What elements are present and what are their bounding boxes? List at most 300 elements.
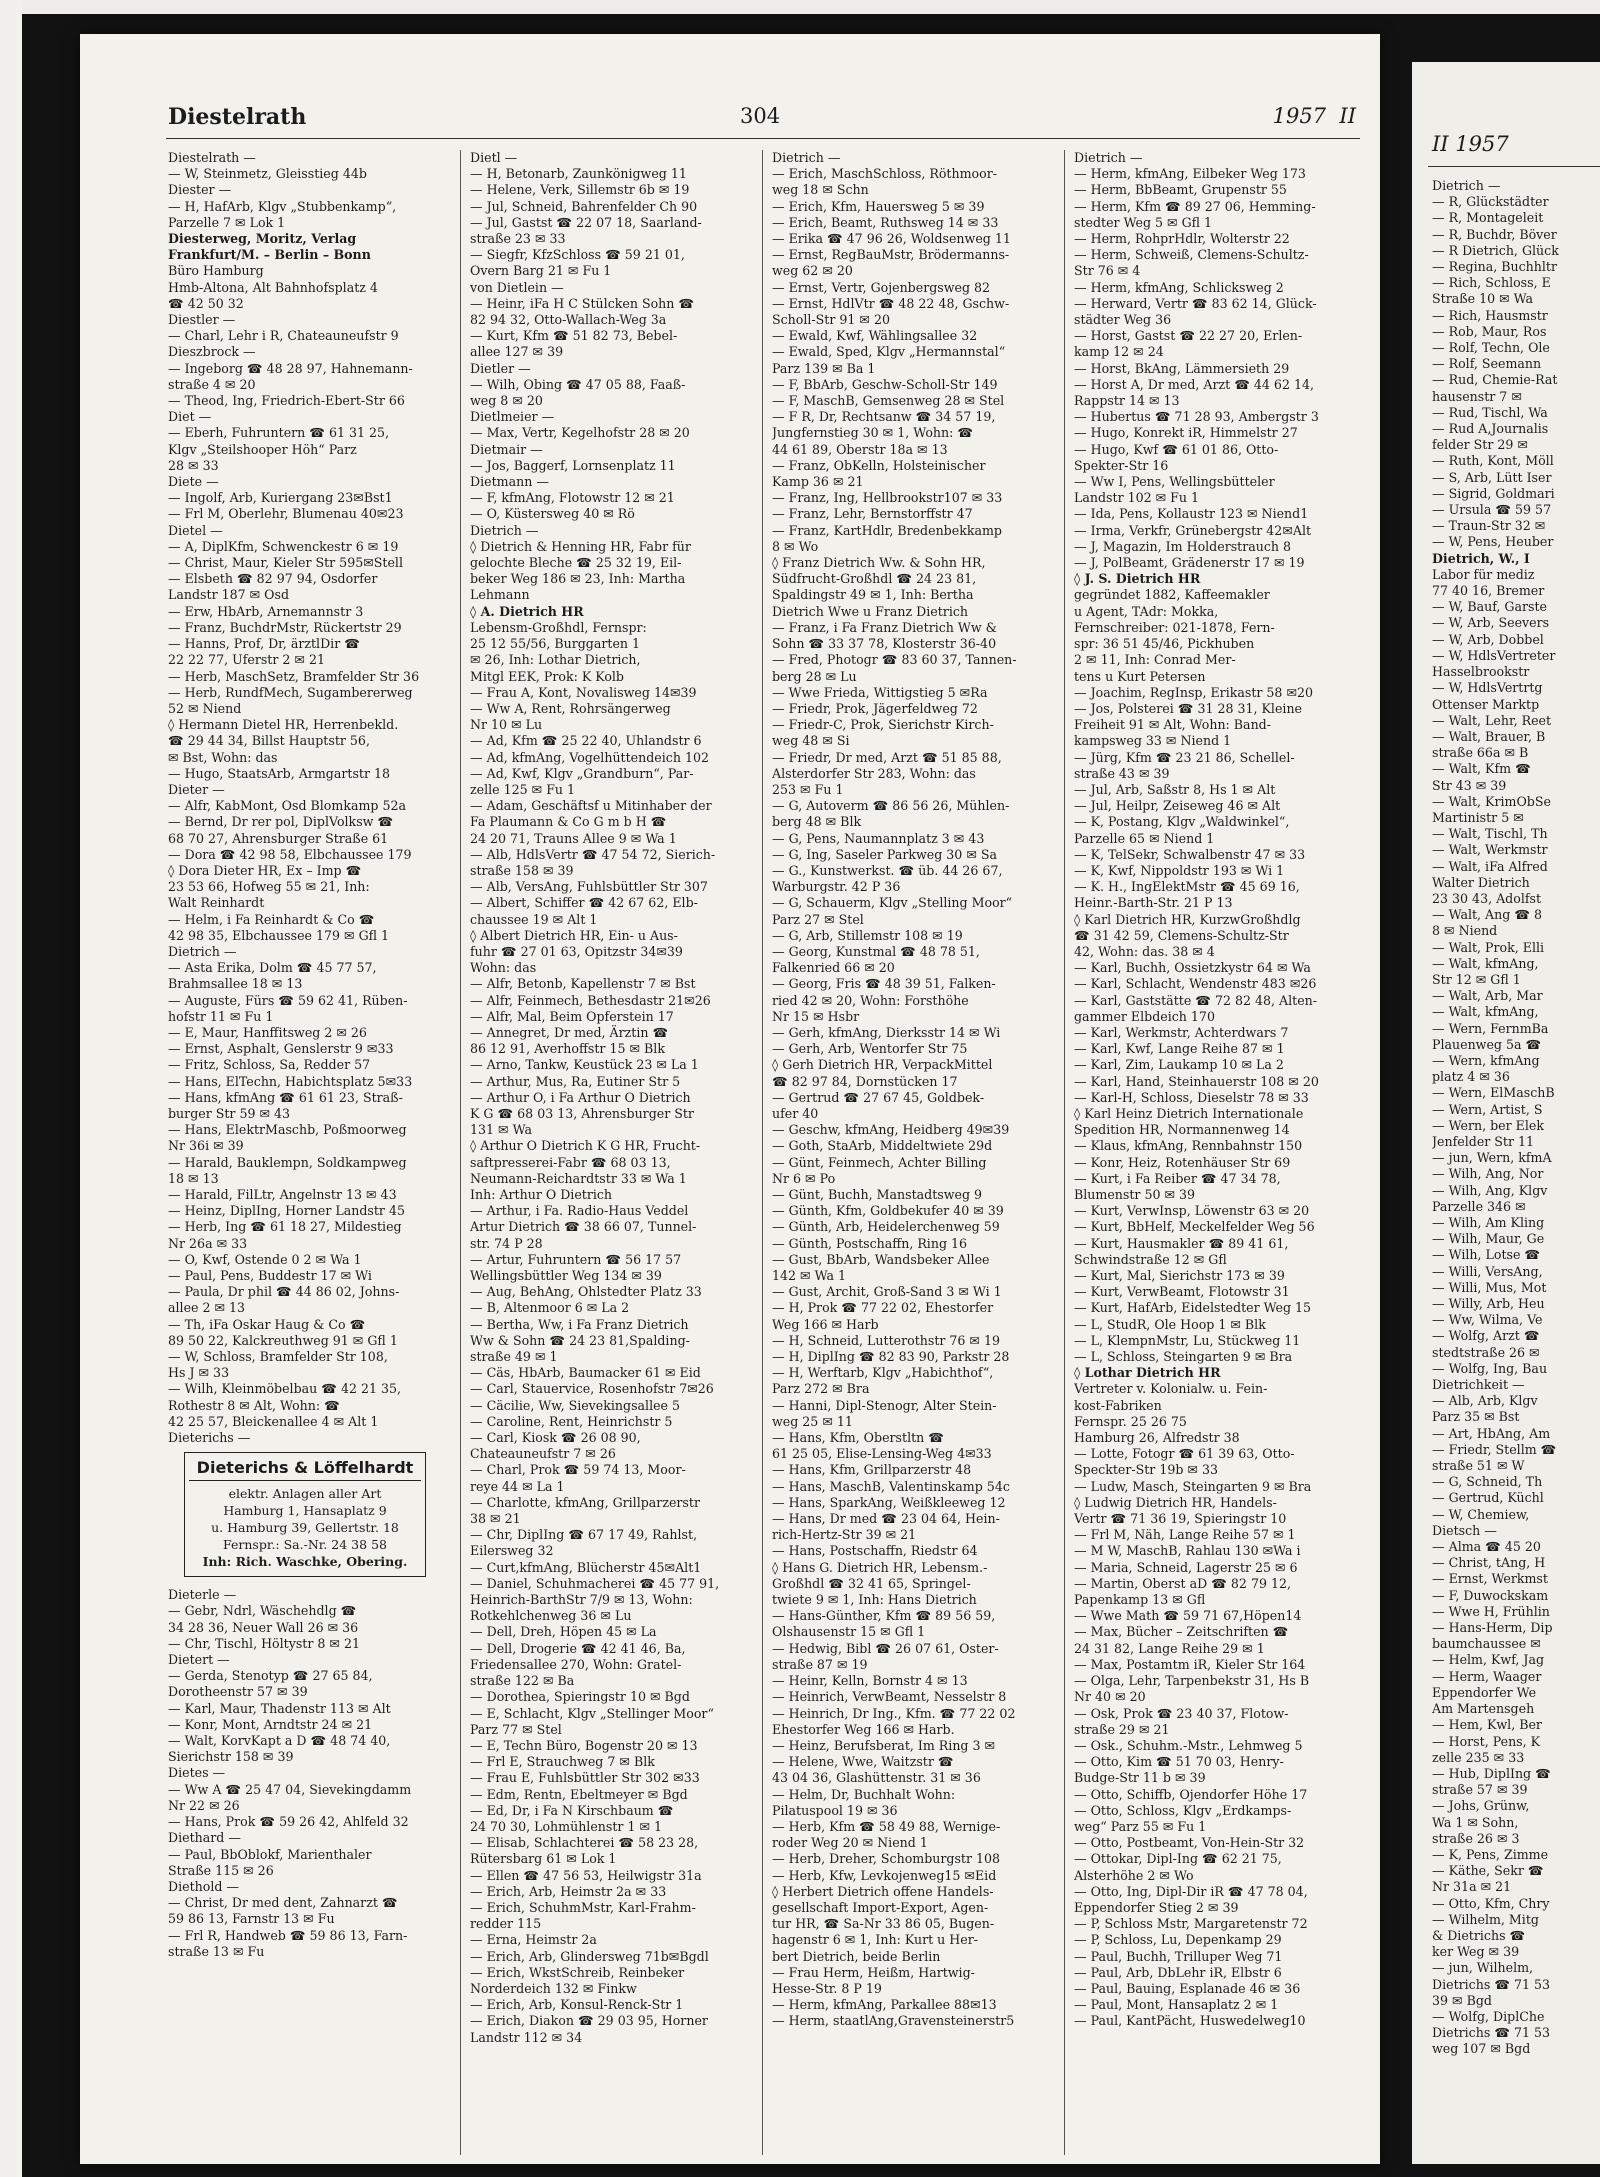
directory-entry-line: — Rich, Schloss, E xyxy=(1432,275,1551,291)
directory-entry-line: — Fritz, Schloss, Sa, Redder 57 xyxy=(168,1057,371,1073)
directory-entry-line: — Herm, staatlAng,Gravensteinerstr5 xyxy=(772,2013,1015,2029)
directory-entry-line: — Franz, KartHdlr, Bredenbekkamp xyxy=(772,522,1002,538)
directory-entry-line: Freiheit 91 ✉ Alt, Wohn: Band- xyxy=(1074,717,1271,733)
directory-entry-line: Parz 272 ✉ Bra xyxy=(772,1381,870,1397)
directory-entry-line: — Chr, Tischl, Höltystr 8 ✉ 21 xyxy=(168,1635,360,1651)
directory-entry-line: — Gertrud ☎ 27 67 45, Goldbek- xyxy=(772,1089,985,1105)
directory-entry-line: Str 76 ✉ 4 xyxy=(1074,263,1141,279)
directory-entry-line: Rütersbarg 61 ✉ Lok 1 xyxy=(470,1851,617,1867)
directory-entry-line: — K, Postang, Klgv „Waldwinkel“, xyxy=(1074,814,1290,830)
directory-entry-line: — G, Schneid, Th xyxy=(1432,1474,1543,1490)
directory-entry-line: kost-Fabriken xyxy=(1074,1397,1162,1413)
directory-entry-line: — Kurt, VerwBeamt, Flotowstr 31 xyxy=(1074,1284,1290,1300)
directory-entry-line: 86 12 91, Averhoffstr 15 ✉ Blk xyxy=(470,1041,665,1057)
directory-entry-line: — Harald, Bauklempn, Soldkampweg xyxy=(168,1154,407,1170)
directory-entry-line: — Arthur, Mus, Ra, Eutiner Str 5 xyxy=(470,1073,681,1089)
directory-entry-line: — Gerh, Arb, Wentorfer Str 75 xyxy=(772,1041,968,1057)
directory-entry-line: — Erich, MaschSchloss, Röthmoor- xyxy=(772,166,997,182)
directory-entry-line: — Max, Bücher – Zeitschriften ☎ xyxy=(1074,1624,1289,1640)
directory-entry-line: straße 51 ✉ W xyxy=(1432,1458,1525,1474)
directory-entry-line: — Erich, WkstSchreib, Reinbeker xyxy=(470,1964,685,1980)
directory-entry-line: — W, Pens, Heuber xyxy=(1432,534,1554,550)
directory-entry-line: berg 48 ✉ Blk xyxy=(772,814,862,830)
directory-entry-line: chaussee 19 ✉ Alt 1 xyxy=(470,911,598,927)
directory-entry-line: — Hans, Prok ☎ 59 26 42, Ahlfeld 32 xyxy=(168,1814,409,1830)
directory-entry-line: — Hans, Postschaffn, Riedstr 64 xyxy=(772,1543,978,1559)
directory-entry-line: — Traun-Str 32 ✉ xyxy=(1432,518,1546,534)
directory-entry-line: — Fred, Photogr ☎ 83 60 37, Tannen- xyxy=(772,652,1017,668)
directory-entry-line: Diethold — xyxy=(168,1878,240,1894)
directory-entry-line: — Walt, iFa Alfred xyxy=(1432,858,1548,874)
directory-entry-line: — Wwe Frieda, Wittigstieg 5 ✉Ra xyxy=(772,684,988,700)
directory-entry-line: weg 107 ✉ Bgd xyxy=(1432,2041,1531,2057)
directory-entry-line: — Ww, Wilma, Ve xyxy=(1432,1312,1543,1328)
directory-entry-line: — Dell, Drogerie ☎ 42 41 46, Ba, xyxy=(470,1640,686,1656)
directory-entry-line: felder Str 29 ✉ xyxy=(1432,437,1528,453)
directory-entry-line: — F R, Dr, Rechtsanw ☎ 34 57 19, xyxy=(772,409,996,425)
directory-entry-line: — Christ, Dr med dent, Zahnarzt ☎ xyxy=(168,1895,398,1911)
directory-entry-line: Ww & Sohn ☎ 24 23 81,Spalding- xyxy=(470,1332,690,1348)
directory-entry-line: — Jul, Gastst ☎ 22 07 18, Saarland- xyxy=(470,214,702,230)
directory-entry-line: — Paul, Arb, DbLehr iR, Elbstr 6 xyxy=(1074,1964,1282,1980)
directory-entry-line: — Helene, Verk, Sillemstr 6b ✉ 19 xyxy=(470,182,690,198)
directory-entry-line: Dietlmeier — xyxy=(470,409,555,425)
directory-entry-line: hofstr 11 ✉ Fu 1 xyxy=(168,1008,274,1024)
directory-entry-line: Dietert — xyxy=(168,1652,230,1668)
directory-entry-line: Spaldingstr 49 ✉ 1, Inh: Bertha xyxy=(772,587,974,603)
directory-entry-line: weg 62 ✉ 20 xyxy=(772,263,853,279)
directory-entry-line: 8 ✉ Niend xyxy=(1432,923,1498,939)
directory-entry-line: gegründet 1882, Kaffeemakler xyxy=(1074,587,1270,603)
directory-entry-line: ◊ Karl Heinz Dietrich Internationale xyxy=(1074,1105,1304,1121)
directory-entry-line: Fernschreiber: 021-1878, Fern- xyxy=(1074,619,1275,635)
directory-entry-line: Falkenried 66 ✉ 20 xyxy=(772,960,895,976)
ad-line: Fernspr.: Sa.-Nr. 24 38 58 xyxy=(223,1537,387,1553)
directory-entry-line: ◊ Albert Dietrich HR, Ein- u Aus- xyxy=(470,927,678,943)
directory-entry-line: ✉ Bst, Wohn: das xyxy=(168,749,278,765)
directory-entry-line: Dorotheenstr 57 ✉ 39 xyxy=(168,1684,308,1700)
directory-entry-line: — Art, HbAng, Am xyxy=(1432,1425,1551,1441)
directory-entry-line: — L, Schloss, Steingarten 9 ✉ Bra xyxy=(1074,1349,1293,1365)
directory-entry-line: — E, Maur, Hanffitsweg 2 ✉ 26 xyxy=(168,1024,367,1040)
directory-entry-line: ufer 40 xyxy=(772,1105,819,1121)
directory-entry-line: Heinrich-BarthStr 7/9 ✉ 13, Wohn: xyxy=(470,1592,693,1608)
directory-entry-line: — Ruth, Kont, Möll xyxy=(1432,453,1554,469)
directory-entry-line: — F, kfmAng, Flotowstr 12 ✉ 21 xyxy=(470,490,675,506)
directory-entry-line: saftpresserei-Fabr ☎ 68 03 13, xyxy=(470,1154,671,1170)
directory-entry-line: — Günth, Arb, Heidelerchenweg 59 xyxy=(772,1219,1000,1235)
directory-entry-line: Nr 26a ✉ 33 xyxy=(168,1235,248,1251)
directory-entry-line: — Frl E, Strauchweg 7 ✉ Blk xyxy=(470,1754,655,1770)
directory-entry-line: — Ad, Kfm ☎ 25 22 40, Uhlandstr 6 xyxy=(470,733,702,749)
directory-entry-line: Chateauneufstr 7 ✉ 26 xyxy=(470,1446,616,1462)
ad-line: u. Hamburg 39, Gellertstr. 18 xyxy=(211,1520,399,1536)
directory-entry-line: — A, DiplKfm, Schwenckestr 6 ✉ 19 xyxy=(168,538,399,554)
directory-entry-line: — Herb, Dreher, Schomburgstr 108 xyxy=(772,1851,1001,1867)
directory-entry-line: — Herm, BbBeamt, Grupenstr 55 xyxy=(1074,182,1287,198)
directory-entry-line: 28 ✉ 33 xyxy=(168,457,219,473)
column-separator xyxy=(762,150,763,2155)
directory-entry-line: — Gust, BbArb, Wandsbeker Allee xyxy=(772,1251,990,1267)
directory-entry-line: 43 04 36, Glashüttenstr. 31 ✉ 36 xyxy=(772,1770,981,1786)
directory-entry-line: — Otto, Kim ☎ 51 70 03, Henry- xyxy=(1074,1754,1284,1770)
directory-entry-line: — Hugo, Konrekt iR, Himmelstr 27 xyxy=(1074,425,1298,441)
directory-entry-line: — Ingeborg ☎ 48 28 97, Hahnemann- xyxy=(168,360,413,376)
directory-entry-line: — Konr, Mont, Arndtstr 24 ✉ 21 xyxy=(168,1716,373,1732)
directory-entry-line: straße 29 ✉ 21 xyxy=(1074,1721,1170,1737)
directory-entry-line: straße 158 ✉ 39 xyxy=(470,862,574,878)
directory-entry-line: Nr 10 ✉ Lu xyxy=(470,717,543,733)
directory-entry-line: — Hans, ElektrMaschb, Poßmoorweg xyxy=(168,1122,407,1138)
directory-entry-line: — Hans, Kfm, Grillparzerstr 48 xyxy=(772,1462,972,1478)
directory-entry-line: — Herward, Vertr ☎ 83 62 14, Glück- xyxy=(1074,295,1317,311)
directory-entry-line: — Otto, Postbeamt, Von-Hein-Str 32 xyxy=(1074,1835,1305,1851)
directory-entry-line: — Heinrich, VerwBeamt, Nesselstr 8 xyxy=(772,1689,1007,1705)
directory-entry-line: 253 ✉ Fu 1 xyxy=(772,781,844,797)
directory-entry-line: zelle 235 ✉ 33 xyxy=(1432,1749,1525,1765)
directory-entry-line: Diestler — xyxy=(168,312,236,328)
directory-entry-line: Friedensallee 270, Wohn: Gratel- xyxy=(470,1656,682,1672)
directory-entry-line: — Wilh, Ang, Klgv xyxy=(1432,1182,1548,1198)
directory-entry-line: Scholl-Str 91 ✉ 20 xyxy=(772,312,891,328)
directory-entry-line: — Rolf, Techn, Ole xyxy=(1432,340,1550,356)
directory-entry-line: Wohn: das xyxy=(470,960,537,976)
directory-entry-line: — O, Kwf, Ostende 0 2 ✉ Wa 1 xyxy=(168,1251,362,1267)
directory-entry-line: — Erika ☎ 47 96 26, Woldsenweg 11 xyxy=(772,231,1011,247)
directory-entry-line: — G, Autoverm ☎ 86 56 26, Mühlen- xyxy=(772,798,1010,814)
directory-entry-line: Kamp 36 ✉ 21 xyxy=(772,474,864,490)
directory-entry-line: Martinistr 5 ✉ xyxy=(1432,809,1524,825)
directory-entry-line: 61 25 05, Elise-Lensing-Weg 4✉33 xyxy=(772,1446,992,1462)
directory-entry-line: 59 86 13, Farnstr 13 ✉ Fu xyxy=(168,1911,335,1927)
directory-entry-line: — Ernst, Asphalt, Genslerstr 9 ✉33 xyxy=(168,1041,394,1057)
directory-entry-line: — Artur, Fuhruntern ☎ 56 17 57 xyxy=(470,1251,682,1267)
directory-entry-line: — G, Schauerm, Klgv „Stelling Moor“ xyxy=(772,895,1013,911)
directory-entry-line: — Irma, Verkfr, Grünebergstr 42✉Alt xyxy=(1074,522,1312,538)
directory-entry-line: — Friedr, Dr med, Arzt ☎ 51 85 88, xyxy=(772,749,1002,765)
directory-entry-line: Neumann-Reichardtstr 33 ✉ Wa 1 xyxy=(470,1170,687,1186)
directory-entry-line: — Hanni, Dipl-Stenogr, Alter Stein- xyxy=(772,1397,997,1413)
directory-entry-line: — Walt, Lehr, Reet xyxy=(1432,712,1552,728)
directory-entry-line: spr: 36 51 45/46, Pickhuben xyxy=(1074,636,1255,652)
directory-entry-line: Dietl — xyxy=(470,150,518,165)
directory-entry-line: — L, KlempnMstr, Lu, Stückweg 11 xyxy=(1074,1332,1301,1348)
directory-entry-line: gammer Elbdeich 170 xyxy=(1074,1008,1215,1024)
directory-entry-line: — Frl M, Oberlehr, Blumenau 40✉23 xyxy=(168,506,404,522)
directory-entry-line: ◊ Karl Dietrich HR, KurzwGroßhdlg xyxy=(1074,911,1301,927)
directory-entry-line: — Dora ☎ 42 98 58, Elbchaussee 179 xyxy=(168,846,412,862)
directory-entry-line: redder 115 xyxy=(470,1916,542,1932)
directory-entry-line: — Herb, RundfMech, Sugambererweg xyxy=(168,684,413,700)
directory-entry-line: — G, Pens, Naumannplatz 3 ✉ 43 xyxy=(772,830,985,846)
directory-entry-line: 42 98 35, Elbchaussee 179 ✉ Gfl 1 xyxy=(168,927,390,943)
directory-entry-line: — Cäs, HbArb, Baumacker 61 ✉ Eid xyxy=(470,1365,701,1381)
directory-entry-line: Eppendorfer Stieg 2 ✉ 39 xyxy=(1074,1899,1239,1915)
directory-entry-line: Weg 166 ✉ Harb xyxy=(772,1316,879,1332)
directory-entry-line: Speckter-Str 19b ✉ 33 xyxy=(1074,1462,1218,1478)
directory-entry-line: — Erich, Arb, Glindersweg 71b✉Bgdl xyxy=(470,1948,709,1964)
adjacent-page-header: II 1957 xyxy=(1432,132,1509,156)
directory-entry-line: — Hans, kfmAng ☎ 61 61 23, Straß- xyxy=(168,1089,403,1105)
directory-entry-line: — Albert, Schiffer ☎ 42 67 62, Elb- xyxy=(470,895,698,911)
directory-entry-line: — jun, Wern, kfmA xyxy=(1432,1150,1552,1166)
directory-entry-line: — G, Arb, Stillemstr 108 ✉ 19 xyxy=(772,927,963,943)
directory-entry-line: — Christ, Maur, Kieler Str 595✉Stell xyxy=(168,555,403,571)
directory-entry-line: — Paul, Buchh, Trilluper Weg 71 xyxy=(1074,1948,1283,1964)
directory-entry-line: — Hans, SparkAng, Weißkleeweg 12 xyxy=(772,1494,1006,1510)
directory-entry-line: Olshausenstr 15 ✉ Gfl 1 xyxy=(772,1624,926,1640)
directory-entry-line: Nr 40 ✉ 20 xyxy=(1074,1689,1146,1705)
directory-entry-line: — Wilh, Am Kling xyxy=(1432,1215,1545,1230)
directory-entry-line: ◊ Dietrich & Henning HR, Fabr für xyxy=(470,538,691,554)
directory-entry-line: Brahmsallee 18 ✉ 13 xyxy=(168,976,303,992)
directory-entry-line: Dietmair — xyxy=(470,441,543,457)
directory-entry-line: Dietrich — xyxy=(470,522,539,538)
directory-entry-line: — Karl, Maur, Thadenstr 113 ✉ Alt xyxy=(168,1700,391,1716)
directory-entry-line: Papenkamp 13 ✉ Gfl xyxy=(1074,1592,1206,1608)
advertisement-box xyxy=(184,1452,426,1577)
directory-entry-line: — Paula, Dr phil ☎ 44 86 02, Johns- xyxy=(168,1284,400,1300)
directory-entry-line: ☎ 42 50 32 xyxy=(168,295,244,311)
directory-entry-line: — Ingolf, Arb, Kuriergang 23✉Bst1 xyxy=(168,490,393,506)
directory-entry-line: — L, StudR, Ole Hoop 1 ✉ Blk xyxy=(1074,1316,1266,1332)
directory-entry-line: — Martin, Oberst aD ☎ 82 79 12, xyxy=(1074,1575,1291,1591)
directory-entry-line: straße 57 ✉ 39 xyxy=(1432,1782,1528,1798)
directory-entry-line: — Horst A, Dr med, Arzt ☎ 44 62 14, xyxy=(1074,376,1314,392)
directory-entry-line: ker Weg ✉ 39 xyxy=(1432,1944,1520,1960)
directory-entry-line: — Willi, Mus, Mot xyxy=(1432,1279,1547,1295)
directory-entry-line: Lehmann xyxy=(470,587,530,603)
directory-entry-line: — Curt,kfmAng, Blücherstr 45✉Alt1 xyxy=(470,1559,702,1575)
directory-entry-line: Eppendorfer We xyxy=(1432,1684,1537,1700)
directory-entry-line: — Georg, Fris ☎ 48 39 51, Falken- xyxy=(772,976,996,992)
directory-entry-line: straße 4 ✉ 20 xyxy=(168,376,256,392)
column-3 xyxy=(772,150,1044,2155)
directory-entry-line: Alsterhöhe 2 ✉ Wo xyxy=(1074,1867,1194,1883)
directory-entry-line: — Walt, Kfm ☎ xyxy=(1432,761,1531,777)
directory-entry-line: Dietrich — xyxy=(772,150,841,165)
directory-entry-line: — Rud, Chemie-Rat xyxy=(1432,372,1558,388)
directory-entry-line: — Karl, Schlacht, Wendenstr 483 ✉26 xyxy=(1074,976,1317,992)
directory-entry-line: Südfrucht-Großhdl ☎ 24 23 81, xyxy=(772,571,977,587)
directory-entry-line: — Ad, kfmAng, Vogelhüttendeich 102 xyxy=(470,749,709,765)
directory-entry-line: — Wilh, Obing ☎ 47 05 88, Faaß- xyxy=(470,376,686,392)
directory-entry-line: — Rolf, Seemann xyxy=(1432,356,1542,372)
directory-entry-line: Dieterichs — xyxy=(168,1430,251,1446)
directory-entry-line: tur HR, ☎ Sa-Nr 33 86 05, Bugen- xyxy=(772,1916,995,1932)
directory-entry-line: — Herm, kfmAng, Eilbeker Weg 173 xyxy=(1074,166,1306,182)
directory-entry-line: straße 66a ✉ B xyxy=(1432,745,1529,761)
directory-entry-line: ◊ Gerh Dietrich HR, VerpackMittel xyxy=(772,1057,993,1073)
directory-entry-line: weg 25 ✉ 11 xyxy=(772,1413,853,1429)
directory-entry-line: Dietrich — xyxy=(1432,178,1501,193)
directory-entry-line: — Erich, Arb, Konsul-Renck-Str 1 xyxy=(470,1997,684,2013)
directory-entry-line: Parz 139 ✉ Ba 1 xyxy=(772,360,876,376)
directory-entry-line: — Otto, Schloss, Klgv „Erdkamps- xyxy=(1074,1802,1292,1818)
directory-entry-line: — Franz, BuchdrMstr, Rückertstr 29 xyxy=(168,619,402,635)
background-strip-left xyxy=(0,0,22,2177)
directory-entry-line: — Wolfg, DiplChe xyxy=(1432,2008,1545,2024)
directory-entry-line: 89 50 22, Kalckreuthweg 91 ✉ Gfl 1 xyxy=(168,1332,398,1348)
directory-entry-line: — Daniel, Schuhmacherei ☎ 45 77 91, xyxy=(470,1575,720,1591)
directory-entry-line: Overn Barg 21 ✉ Fu 1 xyxy=(470,263,612,279)
directory-entry-line: — O, Küstersweg 40 ✉ Rö xyxy=(470,506,635,522)
column-1-entries-continued xyxy=(168,1587,440,1960)
directory-entry-line: straße 26 ✉ 3 xyxy=(1432,1830,1520,1846)
directory-entry-line: — Karl, Buchh, Ossietzkystr 64 ✉ Wa xyxy=(1074,960,1311,976)
directory-entry-line: — W, Bauf, Garste xyxy=(1432,599,1548,615)
directory-entry-line: 23 30 43, Adolfst xyxy=(1432,890,1542,906)
directory-entry-line: — Wern, FernmBa xyxy=(1432,1020,1549,1036)
header-rule xyxy=(166,138,1360,139)
directory-entry-line: — Herb, Kfm ☎ 58 49 88, Wernige- xyxy=(772,1818,1001,1834)
column-separator xyxy=(1064,150,1065,2155)
directory-entry-line: ◊ J. S. Dietrich HR xyxy=(1074,571,1201,587)
directory-entry-line: — Regina, Buchhltr xyxy=(1432,259,1557,275)
directory-entry-line: Rothestr 8 ✉ Alt, Wohn: ☎ xyxy=(168,1397,340,1413)
volume-text: II xyxy=(1339,104,1356,128)
directory-entry-line: — Horst, Gastst ☎ 22 27 20, Erlen- xyxy=(1074,328,1303,344)
directory-entry-line: — Walt, Arb, Mar xyxy=(1432,988,1543,1004)
directory-entry-line: Dietrich — xyxy=(1074,150,1143,165)
directory-entry-line: — Walt, Brauer, B xyxy=(1432,728,1546,744)
background-strip-top xyxy=(0,0,1600,14)
directory-entry-line: straße 23 ✉ 33 xyxy=(470,231,566,247)
directory-entry-line: — H, HafArb, Klgv „Stubbenkamp“, xyxy=(168,198,397,214)
directory-entry-line: — W, Chemiew, xyxy=(1432,1506,1530,1522)
directory-entry-line: Nr 22 ✉ 26 xyxy=(168,1797,240,1813)
directory-entry-line: — Günt, Buchh, Manstadtsweg 9 xyxy=(772,1187,983,1202)
directory-entry-line: Dietmann — xyxy=(470,474,549,490)
directory-entry-line: — Günth, Kfm, Goldbekufer 40 ✉ 39 xyxy=(772,1203,1004,1219)
directory-entry-line: Plauenweg 5a ☎ xyxy=(1432,1036,1542,1052)
directory-entry-line: — Jul, Schneid, Bahrenfelder Ch 90 xyxy=(470,198,698,214)
directory-entry-line: Büro Hamburg xyxy=(168,263,264,279)
directory-entry-line: — Rob, Maur, Ros xyxy=(1432,323,1547,339)
directory-entry-line: Frankfurt/M. – Berlin – Bonn xyxy=(168,247,371,263)
directory-entry-line: — Helm, i Fa Reinhardt & Co ☎ xyxy=(168,911,375,927)
directory-entry-line: — Wilh, Kleinmöbelbau ☎ 42 21 35, xyxy=(168,1381,402,1397)
directory-entry-line: — Alb, Arb, Klgv xyxy=(1432,1393,1538,1409)
directory-entry-line: — Bernd, Dr rer pol, DiplVolksw ☎ xyxy=(168,814,394,830)
directory-entry-line: — Günt, Feinmech, Achter Billing xyxy=(772,1154,987,1170)
page-year xyxy=(1273,104,1356,128)
directory-entry-line: — Günth, Postschaffn, Ring 16 xyxy=(772,1235,968,1251)
directory-entry-line: Dietrichs ☎ 71 53 xyxy=(1432,1976,1551,1992)
directory-entry-line: — Jul, Arb, Saßstr 8, Hs 1 ✉ Alt xyxy=(1074,781,1276,797)
directory-entry-line: — Paul, Mont, Hansaplatz 2 ✉ 1 xyxy=(1074,1997,1279,2013)
directory-entry-line: — Erich, Beamt, Ruthsweg 14 ✉ 33 xyxy=(772,214,999,230)
column-4 xyxy=(1074,150,1346,2155)
directory-entry-line: — Herm, Schweiß, Clemens-Schultz- xyxy=(1074,247,1309,263)
directory-entry-line: Dietler — xyxy=(470,360,531,376)
directory-entry-line: stedter Weg 5 ✉ Gfl 1 xyxy=(1074,214,1213,230)
directory-entry-line: — Kurt, VerwInsp, Löwenstr 63 ✉ 20 xyxy=(1074,1203,1310,1219)
directory-entry-line: Heinr.-Barth-Str. 21 P 13 xyxy=(1074,895,1233,911)
directory-entry-line: allee 127 ✉ 39 xyxy=(470,344,564,360)
directory-entry-line: Diesterweg, Moritz, Verlag xyxy=(168,231,357,247)
directory-entry-line: — F, Duwockskam xyxy=(1432,1587,1549,1603)
directory-entry-line: — Karl-H, Schloss, Dieselstr 78 ✉ 33 xyxy=(1074,1089,1309,1105)
directory-entry-line: — H, Prok ☎ 77 22 02, Ehestorfer xyxy=(772,1300,994,1316)
directory-entry-line: Parz 27 ✉ Stel xyxy=(772,911,864,927)
directory-entry-line: — Harald, FilLtr, Angelnstr 13 ✉ 43 xyxy=(168,1187,397,1202)
directory-entry-line: — H, Betonarb, Zaunkönigweg 11 xyxy=(470,166,687,182)
directory-entry-line: — Heinz, Berufsberat, Im Ring 3 ✉ xyxy=(772,1737,996,1753)
directory-entry-line: Straße 115 ✉ 26 xyxy=(168,1862,274,1878)
directory-entry-line: hausenstr 7 ✉ xyxy=(1432,388,1522,404)
directory-entry-line: ◊ Dora Dieter HR, Ex – Imp ☎ xyxy=(168,862,362,878)
directory-entry-line: städter Weg 36 xyxy=(1074,312,1172,328)
directory-entry-line: — Georg, Kunstmal ☎ 48 78 51, xyxy=(772,943,980,959)
directory-entry-line: — Herm, kfmAng, Schlicksweg 2 xyxy=(1074,279,1284,295)
directory-entry-line: Hs J ✉ 33 xyxy=(168,1365,230,1381)
directory-entry-line: 68 70 27, Ahrensburger Straße 61 xyxy=(168,830,389,846)
directory-entry-line: Landstr 102 ✉ Fu 1 xyxy=(1074,490,1200,506)
directory-entry-line: 34 28 36, Neuer Wall 26 ✉ 36 xyxy=(168,1619,359,1635)
directory-entry-line: — W, Steinmetz, Gleisstieg 44b xyxy=(168,166,367,182)
directory-entry-line: von Dietlein — xyxy=(470,279,564,295)
directory-entry-line: — Erna, Heimstr 2a xyxy=(470,1932,597,1948)
directory-entry-line: gelochte Bleche ☎ 25 32 19, Eil- xyxy=(470,555,682,571)
directory-entry-line: Diet — xyxy=(168,409,212,425)
directory-entry-line: — Konr, Heiz, Rotenhäuser Str 69 xyxy=(1074,1154,1291,1170)
directory-entry-line: — Asta Erika, Dolm ☎ 45 77 57, xyxy=(168,960,377,976)
directory-entry-line: — Karl, Zim, Laukamp 10 ✉ La 2 xyxy=(1074,1057,1284,1073)
directory-entry-line: — Elsbeth ☎ 82 97 94, Osdorfer xyxy=(168,571,378,587)
directory-entry-line: — Hans, ElTechn, Habichtsplatz 5✉33 xyxy=(168,1073,413,1089)
directory-entry-line: Sohn ☎ 33 37 78, Klosterstr 36-40 xyxy=(772,636,997,652)
directory-entry-line: straße 122 ✉ Ba xyxy=(470,1673,575,1689)
directory-entry-line: — Sigrid, Goldmari xyxy=(1432,485,1555,501)
directory-entry-line: — Willy, Arb, Heu xyxy=(1432,1296,1545,1312)
directory-entry-line: — Ad, Kwf, Klgv „Grandburn“, Par- xyxy=(470,765,694,781)
directory-entry-line: — Edm, Rentn, Ebeltmeyer ✉ Bgd xyxy=(470,1786,688,1802)
directory-entry-line: straße 49 ✉ 1 xyxy=(470,1349,558,1365)
directory-entry-line: — Carl, Stauervice, Rosenhofstr 7✉26 xyxy=(470,1381,714,1397)
column-1 xyxy=(168,150,440,2155)
directory-entry-line: — Walt, KorvKapt a D ☎ 48 74 40, xyxy=(168,1733,391,1749)
directory-entry-line: — Erw, HbArb, Arnemannstr 3 xyxy=(168,603,364,619)
directory-entry-line: Dietrich — xyxy=(168,943,237,959)
directory-entry-line: 131 ✉ Wa xyxy=(470,1122,532,1138)
directory-entry-line: ✉ 26, Inh: Lothar Dietrich, xyxy=(470,652,641,668)
directory-entry-line: — Lotte, Fotogr ☎ 61 39 63, Otto- xyxy=(1074,1446,1295,1462)
directory-entry-line: — R, Montageleit xyxy=(1432,210,1544,226)
directory-entry-line: — Herb, MaschSetz, Bramfelder Str 36 xyxy=(168,668,420,684)
directory-entry-line: Dietel — xyxy=(168,522,223,538)
column-2 xyxy=(470,150,742,2155)
directory-entry-line: — K, TelSekr, Schwalbenstr 47 ✉ 33 xyxy=(1074,846,1306,862)
directory-entry-line: — Heinr, Kelln, Bornstr 4 ✉ 13 xyxy=(772,1673,968,1689)
directory-entry-line: — Th, iFa Oskar Haug & Co ☎ xyxy=(168,1316,366,1332)
directory-entry-line: — Gust, Archit, Groß-Sand 3 ✉ Wi 1 xyxy=(772,1284,1002,1300)
directory-entry-line: straße 43 ✉ 39 xyxy=(1074,765,1170,781)
directory-entry-line: 38 ✉ 21 xyxy=(470,1511,521,1527)
directory-entry-line: weg 48 ✉ Si xyxy=(772,733,850,749)
directory-entry-line: — Rud, Tischl, Wa xyxy=(1432,404,1548,420)
directory-entry-line: — R, Glückstädter xyxy=(1432,194,1549,210)
directory-entry-line: Am Martensgeh xyxy=(1432,1701,1535,1717)
directory-entry-line: Hesse-Str. 8 P 19 xyxy=(772,1980,882,1996)
directory-entry-line: — Gerh, kfmAng, Dierksstr 14 ✉ Wi xyxy=(772,1024,1001,1040)
directory-entry-line: — Erich, SchuhmMstr, Karl-Frahm- xyxy=(470,1899,696,1915)
directory-entry-line: 42, Wohn: das. 38 ✉ 4 xyxy=(1074,943,1215,959)
directory-entry-line: — Dell, Dreh, Höpen 45 ✉ La xyxy=(470,1624,657,1640)
directory-entry-line: — Frau Herm, Heißm, Hartwig- xyxy=(772,1964,975,1980)
directory-entry-line: — Franz, ObKelln, Holsteinischer xyxy=(772,457,986,473)
directory-entry-line: Spedition HR, Normannenweg 14 xyxy=(1074,1122,1290,1138)
